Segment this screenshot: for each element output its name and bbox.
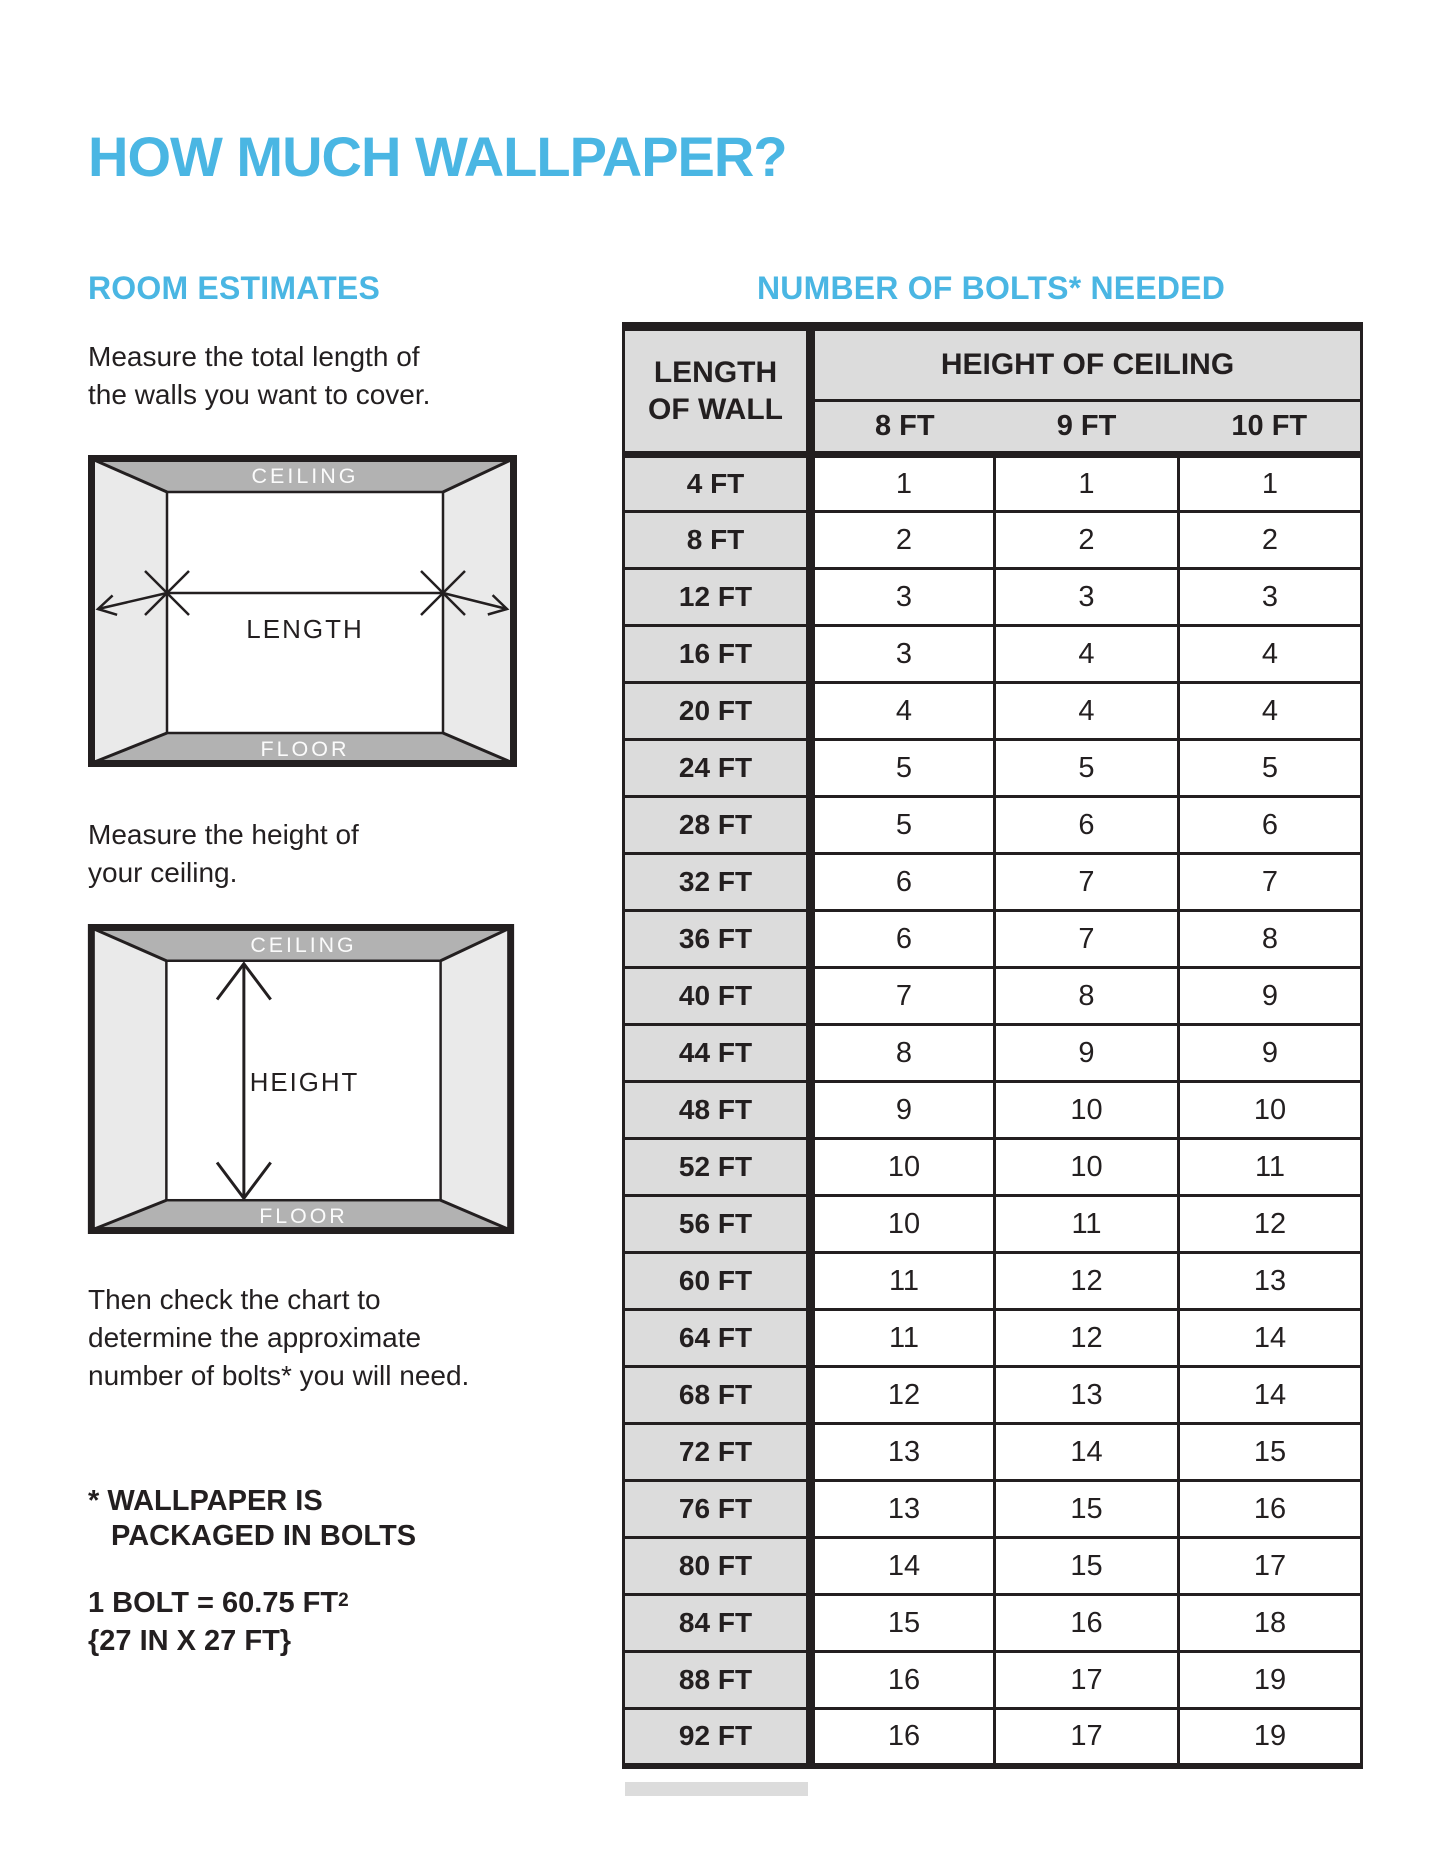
bolts-count-cell: 12	[811, 1367, 995, 1424]
check-chart-paragraph	[88, 1281, 469, 1395]
bolts-count-cell: 3	[1179, 569, 1362, 626]
footnote-line: * WALLPAPER IS	[88, 1485, 323, 1517]
bolts-count-cell: 11	[995, 1196, 1179, 1253]
bolts-count-cell: 10	[995, 1082, 1179, 1139]
table-row	[624, 1025, 1362, 1082]
table-row	[624, 1538, 1362, 1595]
paragraph-line: Measure the height of	[88, 819, 359, 850]
table-row	[624, 740, 1362, 797]
wall-length-cell: 68 FT	[624, 1367, 811, 1424]
wall-length-cell: 52 FT	[624, 1139, 811, 1196]
paragraph-line: number of bolts* you will need.	[88, 1360, 470, 1391]
bolts-count-cell: 4	[995, 626, 1179, 683]
bolts-count-cell: 19	[1179, 1709, 1362, 1766]
room-length-diagram	[88, 455, 517, 767]
bolts-count-cell: 6	[995, 797, 1179, 854]
wall-length-cell: 48 FT	[624, 1082, 811, 1139]
bolts-count-cell: 14	[1179, 1367, 1362, 1424]
bolts-count-cell: 14	[811, 1538, 995, 1595]
bolts-count-cell: 3	[811, 569, 995, 626]
wall-length-cell: 92 FT	[624, 1709, 811, 1766]
bolts-count-cell: 5	[811, 797, 995, 854]
wall-length-cell: 32 FT	[624, 854, 811, 911]
paragraph-line: the walls you want to cover.	[88, 379, 431, 410]
length-of-wall-header	[624, 327, 811, 455]
height-of-ceiling-header: HEIGHT OF CEILING	[811, 327, 1362, 401]
bolts-count-cell: 8	[811, 1025, 995, 1082]
bolts-count-cell: 5	[1179, 740, 1362, 797]
wall-length-cell: 80 FT	[624, 1538, 811, 1595]
bolts-count-cell: 11	[1179, 1139, 1362, 1196]
ceiling-label: CEILING	[250, 932, 357, 957]
bolts-count-cell: 2	[995, 512, 1179, 569]
header-line: LENGTH	[653, 356, 778, 389]
bolts-count-cell: 18	[1179, 1595, 1362, 1652]
bolts-count-cell: 4	[995, 683, 1179, 740]
measure-height-paragraph	[88, 816, 359, 892]
ceiling-9ft-header: 9 FT	[995, 401, 1179, 455]
bolts-count-cell: 9	[1179, 968, 1362, 1025]
bolts-count-cell: 16	[1179, 1481, 1362, 1538]
bolts-count-cell: 15	[995, 1481, 1179, 1538]
wall-length-cell: 56 FT	[624, 1196, 811, 1253]
bolts-count-cell: 17	[995, 1652, 1179, 1709]
table-row	[624, 1481, 1362, 1538]
table-row	[624, 569, 1362, 626]
bolts-count-cell: 16	[811, 1652, 995, 1709]
table-row	[624, 626, 1362, 683]
page-title: HOW MUCH WALLPAPER?	[88, 125, 787, 188]
bolts-count-cell: 16	[811, 1709, 995, 1766]
paragraph-line: your ceiling.	[88, 857, 238, 888]
room-height-diagram	[87, 924, 515, 1234]
table-row	[624, 1253, 1362, 1310]
bolts-count-cell: 7	[995, 911, 1179, 968]
table-row	[624, 683, 1362, 740]
table-row	[624, 512, 1362, 569]
table-row	[624, 1424, 1362, 1481]
table-row	[624, 1082, 1362, 1139]
footnote-line: PACKAGED IN BOLTS	[111, 1520, 417, 1552]
bolts-count-cell: 15	[1179, 1424, 1362, 1481]
bolts-count-cell: 15	[811, 1595, 995, 1652]
wall-length-cell: 88 FT	[624, 1652, 811, 1709]
table-row	[624, 1196, 1362, 1253]
wall-length-cell: 12 FT	[624, 569, 811, 626]
bolts-count-cell: 6	[1179, 797, 1362, 854]
bolt-equation: 1 BOLT = 60.75 FT	[88, 1587, 339, 1619]
bolts-count-cell: 3	[995, 569, 1179, 626]
height-label: HEIGHT	[249, 1068, 360, 1097]
ceiling-10ft-header: 10 FT	[1179, 401, 1362, 455]
bolts-count-cell: 17	[995, 1709, 1179, 1766]
bolts-count-cell: 19	[1179, 1652, 1362, 1709]
paragraph-line: Then check the chart to	[88, 1284, 381, 1315]
bolts-count-cell: 10	[1179, 1082, 1362, 1139]
bolts-footnote	[88, 1484, 416, 1554]
bolts-count-cell: 9	[811, 1082, 995, 1139]
bolts-count-cell: 14	[995, 1424, 1179, 1481]
bolts-count-cell: 4	[811, 683, 995, 740]
wall-length-cell: 44 FT	[624, 1025, 811, 1082]
bolts-count-cell: 13	[811, 1481, 995, 1538]
table-row	[624, 797, 1362, 854]
table-row	[624, 1139, 1362, 1196]
bolts-count-cell: 14	[1179, 1310, 1362, 1367]
header-line: OF WALL	[648, 393, 783, 426]
bolts-count-cell: 9	[995, 1025, 1179, 1082]
left-wall-surface	[92, 928, 167, 1230]
bolts-count-cell: 6	[811, 911, 995, 968]
wall-length-cell: 8 FT	[624, 512, 811, 569]
table-row	[624, 1709, 1362, 1766]
wall-length-cell: 64 FT	[624, 1310, 811, 1367]
bolts-count-cell: 12	[995, 1310, 1179, 1367]
length-label: LENGTH	[246, 614, 364, 644]
floor-label: FLOOR	[260, 737, 350, 761]
table-row	[624, 968, 1362, 1025]
room-estimates-heading: ROOM ESTIMATES	[88, 270, 380, 306]
table-row	[624, 1367, 1362, 1424]
table-row	[624, 854, 1362, 911]
bolt-dimensions: {27 IN X 27 FT}	[88, 1625, 292, 1657]
wall-length-cell: 60 FT	[624, 1253, 811, 1310]
wall-length-cell: 36 FT	[624, 911, 811, 968]
table-row	[624, 1595, 1362, 1652]
bolts-count-cell: 17	[1179, 1538, 1362, 1595]
bolts-count-cell: 15	[995, 1538, 1179, 1595]
table-row	[624, 455, 1362, 512]
bolts-count-cell: 6	[811, 854, 995, 911]
bolts-count-cell: 3	[811, 626, 995, 683]
bolts-count-cell: 7	[995, 854, 1179, 911]
wall-length-cell: 28 FT	[624, 797, 811, 854]
table-row	[624, 1310, 1362, 1367]
bolts-count-cell: 13	[811, 1424, 995, 1481]
floor-label: FLOOR	[259, 1204, 348, 1229]
paragraph-line: determine the approximate	[88, 1322, 422, 1353]
table-row	[624, 1652, 1362, 1709]
right-wall-surface	[441, 928, 511, 1230]
wall-length-cell: 24 FT	[624, 740, 811, 797]
ceiling-8ft-header: 8 FT	[811, 401, 995, 455]
bolts-needed-heading: NUMBER OF BOLTS* NEEDED	[756, 270, 1226, 306]
bolts-count-cell: 11	[811, 1253, 995, 1310]
bolts-count-cell: 2	[811, 512, 995, 569]
bolts-count-cell: 7	[1179, 854, 1362, 911]
bolts-count-cell: 10	[811, 1139, 995, 1196]
bolts-count-cell: 11	[811, 1310, 995, 1367]
bolts-count-cell: 16	[995, 1595, 1179, 1652]
ceiling-label: CEILING	[251, 464, 359, 488]
bolts-count-cell: 7	[811, 968, 995, 1025]
bolts-count-cell: 5	[995, 740, 1179, 797]
bolts-count-cell: 4	[1179, 626, 1362, 683]
wall-length-cell: 84 FT	[624, 1595, 811, 1652]
bolts-count-cell: 4	[1179, 683, 1362, 740]
squared-superscript: 2	[338, 1590, 349, 1611]
wall-length-cell: 4 FT	[624, 455, 811, 512]
bolts-count-cell: 5	[811, 740, 995, 797]
wall-length-cell: 76 FT	[624, 1481, 811, 1538]
bolts-count-cell: 8	[1179, 911, 1362, 968]
bolts-count-cell: 1	[1179, 455, 1362, 512]
paragraph-line: Measure the total length of	[88, 341, 420, 372]
bolts-count-cell: 12	[1179, 1196, 1362, 1253]
bolts-count-cell: 13	[1179, 1253, 1362, 1310]
wall-length-cell: 20 FT	[624, 683, 811, 740]
bolts-count-cell: 2	[1179, 512, 1362, 569]
measure-length-paragraph	[88, 338, 430, 414]
bolts-count-cell: 8	[995, 968, 1179, 1025]
bolts-count-cell: 1	[995, 455, 1179, 512]
wall-length-cell: 72 FT	[624, 1424, 811, 1481]
wall-length-cell: 40 FT	[624, 968, 811, 1025]
bolts-count-cell: 13	[995, 1367, 1179, 1424]
table-row	[624, 911, 1362, 968]
back-wall-surface	[167, 492, 443, 733]
bolts-count-cell: 10	[995, 1139, 1179, 1196]
bolts-count-cell: 9	[1179, 1025, 1362, 1082]
bolts-needed-table	[622, 322, 1363, 1769]
bolt-size-info	[88, 1582, 349, 1660]
bolts-count-cell: 1	[811, 455, 995, 512]
table-column-tail	[625, 1782, 808, 1796]
bolts-count-cell: 12	[995, 1253, 1179, 1310]
bolts-count-cell: 10	[811, 1196, 995, 1253]
wall-length-cell: 16 FT	[624, 626, 811, 683]
